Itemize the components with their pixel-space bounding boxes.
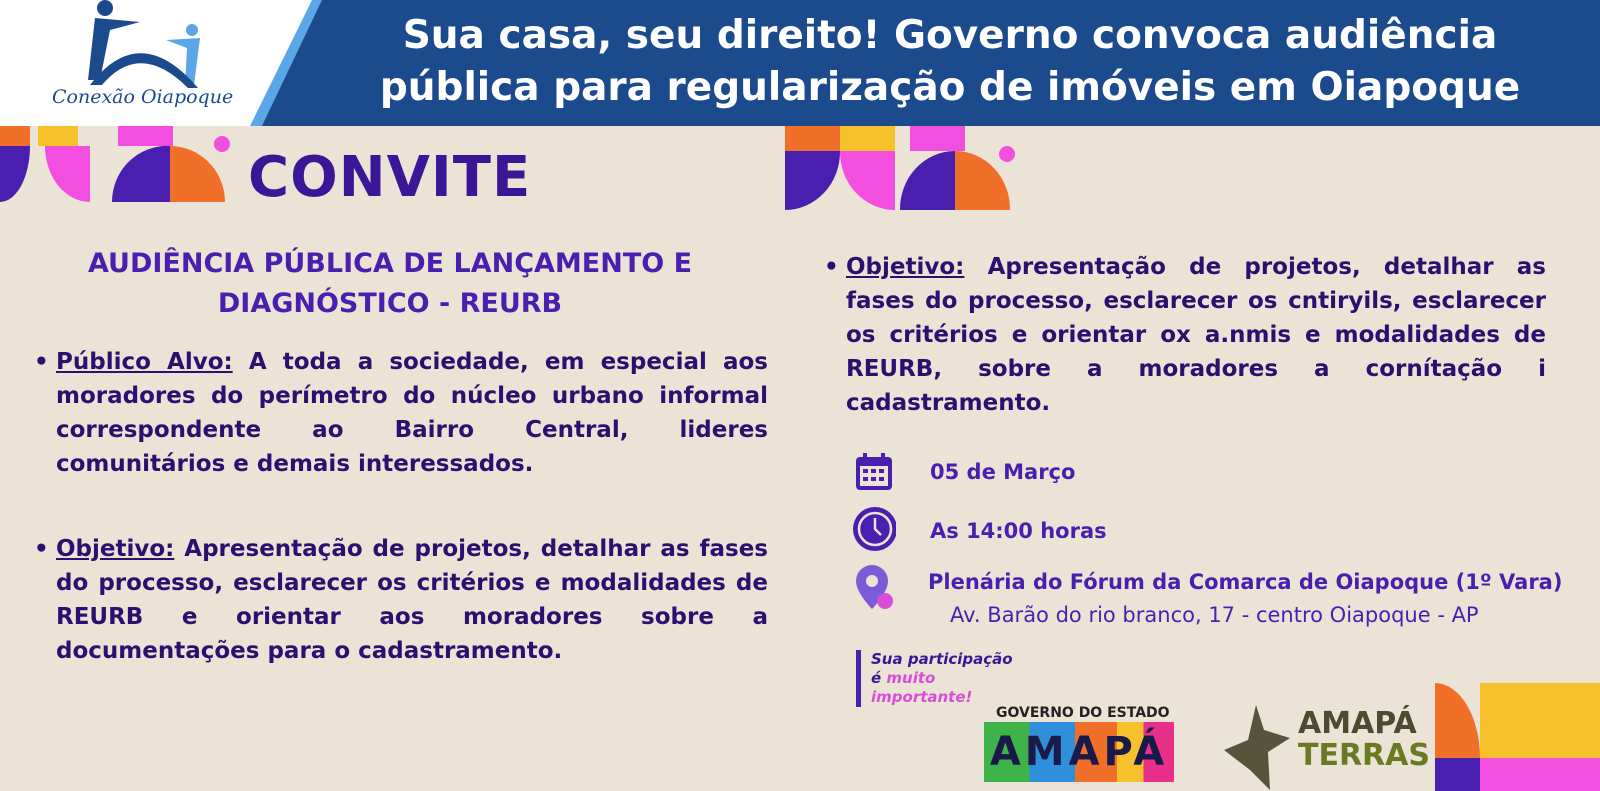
clock-icon xyxy=(852,507,896,551)
objetivo-paragraph-right: • Objetivo: Apresentação de projetos, detalhar as fases do processo, esclarecer os cntiryils, esclarecer os critérios e orientar ox a.nmis e modalidades de REURB, sobre a moradores a cornítação i cadastramento. xyxy=(824,254,1546,416)
amapa-gov-logo: AMAPÁ xyxy=(984,722,1174,782)
event-date: 05 de Março xyxy=(930,460,1076,484)
tagline-line-1: Sua participação xyxy=(871,650,1013,668)
headline-line-1: Sua casa, seu direito! Governo convoca audiência xyxy=(402,13,1498,58)
amapa-map-icon xyxy=(1220,700,1292,791)
terras-line-1: AMAPÁ xyxy=(1298,706,1417,741)
headline-line-2: pública para regularização de imóveis em Oiapoque xyxy=(379,65,1521,110)
tagline-muito: muito xyxy=(886,669,936,687)
calendar-icon xyxy=(852,450,896,494)
poster-title: CONVITE xyxy=(248,145,532,210)
tagline-line-3: importante! xyxy=(871,688,973,706)
subtitle-line-1: AUDIÊNCIA PÚBLICA DE LANÇAMENTO E xyxy=(87,248,693,279)
objetivo-label: Objetivo: xyxy=(56,536,175,562)
event-time: As 14:00 horas xyxy=(930,519,1107,543)
headline xyxy=(310,10,1590,114)
decorative-shapes-right xyxy=(785,126,1025,210)
decorative-shapes-left xyxy=(0,126,240,202)
location-pin-icon xyxy=(852,565,896,609)
objetivo-label-right: Objetivo: xyxy=(846,254,965,280)
gov-label: GOVERNO DO ESTADO xyxy=(996,705,1170,721)
amapa-terras-logo xyxy=(1298,708,1430,772)
poster-subtitle xyxy=(60,244,720,324)
decorative-shapes-bottom xyxy=(1435,683,1600,791)
brand-name: Conexão Oiapoque xyxy=(52,86,234,108)
participation-tagline xyxy=(856,650,1013,707)
publico-label: Público Alvo: xyxy=(56,349,233,375)
event-place: Plenária do Fórum da Comarca de Oiapoque (1º Vara) xyxy=(928,570,1563,594)
event-address: Av. Barão do rio branco, 17 - centro Oiapoque - AP xyxy=(950,603,1479,627)
objetivo-paragraph: • Objetivo: Apresentação de projetos, detalhar as fases do processo, esclarecer os critérios e modalidades de REURB e orientar aos moradores sobre a documentações para o cadastramento. xyxy=(34,536,768,664)
objetivo-text: Apresentação de projetos, detalhar as fases do processo, esclarecer os critérios e modalidades de REURB e orientar aos moradores sobre a documentações para o cadastramento. xyxy=(56,536,768,664)
publico-alvo-paragraph: • Público Alvo: A toda a sociedade, em especial aos moradores do perímetro do núcleo urbano informal correspondente ao Bairro Central, lideres comunitários e demais interessados. xyxy=(34,349,768,477)
publico-text: A toda a sociedade, em especial aos moradores do perímetro do núcleo urbano informal correspondente ao Bairro Central, lideres comunitários e demais interessados. xyxy=(56,349,768,477)
objetivo-text-right: Apresentação de projetos, detalhar as fases do processo, esclarecer os cntiryils, esclarecer os critérios e orientar ox a.nmis e modalidades de REURB, sobre a moradores a cornítação i cadastramento. xyxy=(846,254,1546,416)
tagline-e: é xyxy=(871,669,887,687)
terras-line-2: TERRAS xyxy=(1298,738,1430,773)
logo-figures-icon xyxy=(70,0,210,90)
subtitle-line-2: DIAGNÓSTICO - REURB xyxy=(217,288,563,319)
